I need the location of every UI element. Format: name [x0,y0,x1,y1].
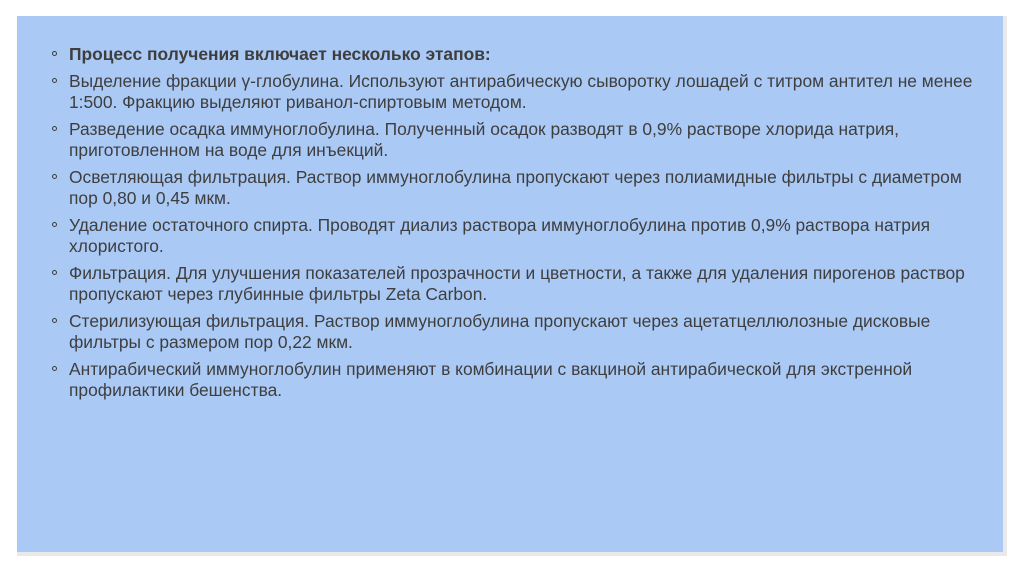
bullet-text: Процесс получения включает несколько этапов: [69,44,491,64]
bullet-item [52,311,992,353]
bullet-text: Фильтрация. Для улучшения показателей прозрачности и цветности, а также для удаления пирогенов раствор пропускают через глубинные фильтры Zeta Carbon. [69,263,965,304]
bullet-circle-icon [52,318,57,323]
bullet-text: Удаление остаточного спирта. Проводят диализ раствора иммуноглобулина против 0,9% раствора натрия хлористого. [69,215,931,256]
bullet-circle-icon [52,51,57,56]
bullet-item [52,119,992,161]
bullet-item [52,215,992,257]
bullet-circle-icon [52,174,57,179]
bullet-circle-icon [52,78,57,83]
bullet-text: Осветляющая фильтрация. Раствор иммуноглобулина пропускают через полиамидные фильтры с диаметром пор 0,80 и 0,45 мкм. [69,167,962,208]
bullet-list [52,44,992,407]
bullet-circle-icon [52,126,57,131]
bullet-circle-icon [52,366,57,371]
bullet-item [52,71,992,113]
bullet-circle-icon [52,222,57,227]
bullet-text: Антирабический иммуноглобулин применяют в комбинации с вакциной антирабической для экстренной профилактики бешенства. [69,359,913,400]
bullet-text: Разведение осадка иммуноглобулина. Полученный осадок разводят в 0,9% растворе хлорида натрия, приготовленном на воде для инъекций. [69,119,899,160]
bullet-item [52,359,992,401]
bullet-text: Выделение фракции γ-глобулина. Используют антирабическую сыворотку лошадей с титром антител не менее 1:500. Фракцию выделяют риванол-спиртовым методом. [69,71,973,112]
bullet-circle-icon [52,270,57,275]
bullet-item [52,167,992,209]
bullet-text: Стерилизующая фильтрация. Раствор иммуноглобулина пропускают через ацетатцеллюлозные дисковые фильтры с размером пор 0,22 мкм. [69,311,931,352]
bullet-item-heading [52,44,992,65]
bullet-item [52,263,992,305]
